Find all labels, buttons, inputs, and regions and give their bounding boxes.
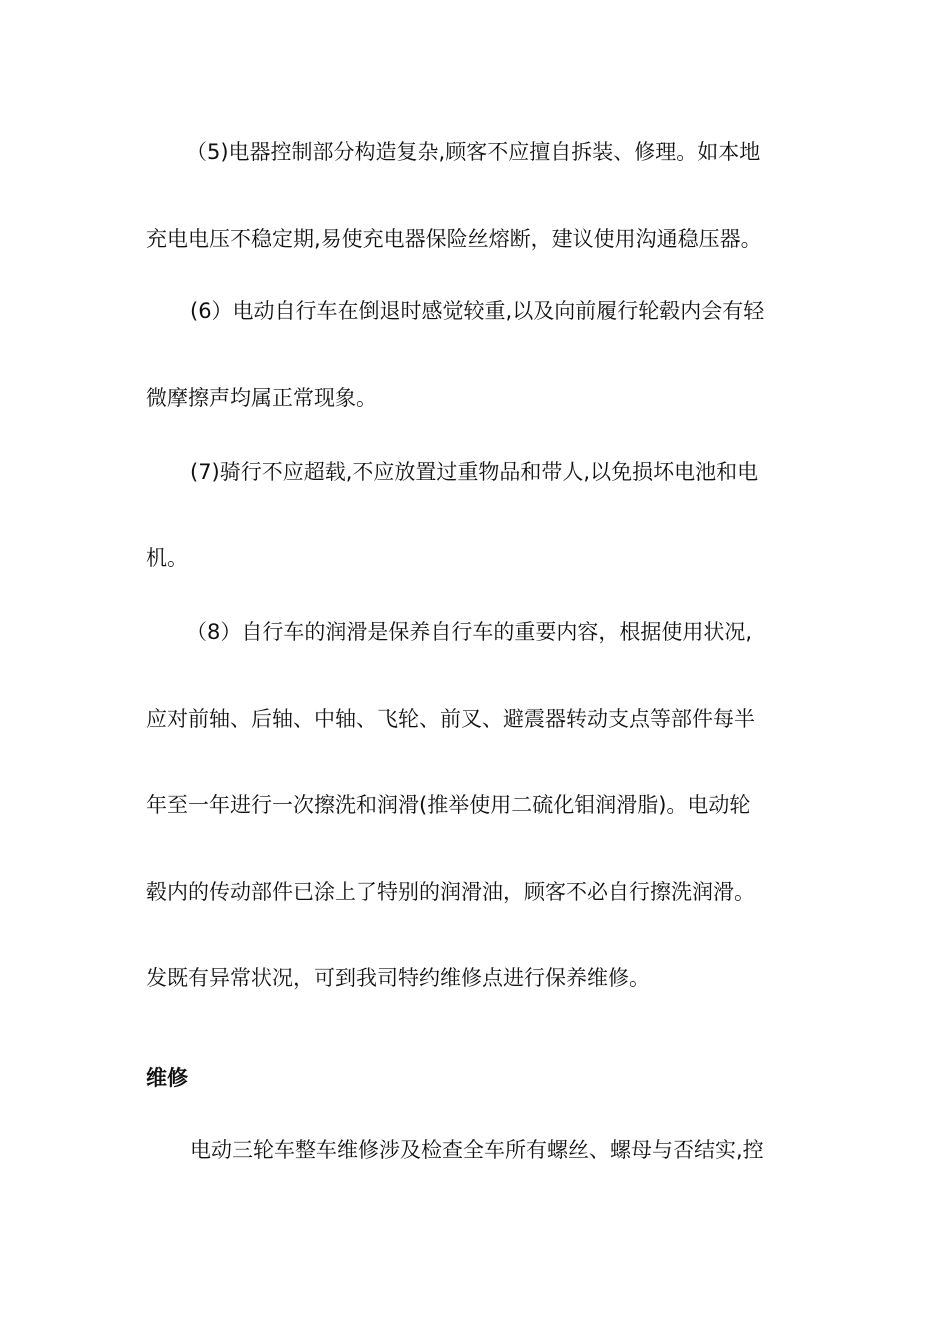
paragraph-line: （5)电器控制部分构造复杂,顾客不应擅自拆装、修理。如本地: [186, 140, 761, 164]
paragraph-line: 微摩擦声均属正常现象。: [146, 386, 377, 410]
section-heading: 维修: [146, 1066, 188, 1090]
paragraph-line: 毂内的传动部件已涂上了特别的润滑油，顾客不必自行擦洗润滑。: [146, 880, 755, 904]
paragraph-line: 充电电压不稳定期,易使充电器保险丝熔断，建议使用沟通稳压器。: [146, 227, 762, 251]
paragraph-line: 机。: [146, 546, 188, 570]
paragraph-line: (6）电动自行车在倒退时感觉较重,以及向前履行轮毂内会有轻: [190, 299, 765, 323]
paragraph-line: 应对前轴、后轴、中轴、飞轮、前叉、避震器转动支点等部件每半: [146, 707, 755, 731]
paragraph-line: 年至一年进行一次擦洗和润滑(推举使用二硫化钼润滑脂)。电动轮: [146, 793, 751, 817]
paragraph-line: (7)骑行不应超载,不应放置过重物品和带人,以免损坏电池和电: [190, 460, 759, 484]
paragraph-line: 发既有异常状况，可到我司特约维修点进行保养维修。: [146, 966, 650, 990]
paragraph-line: 电动三轮车整车维修涉及检查全车所有螺丝、螺母与否结实,控: [190, 1138, 764, 1162]
paragraph-line: （8）自行车的润滑是保养自行车的重要内容，根据使用状况,: [186, 620, 753, 644]
